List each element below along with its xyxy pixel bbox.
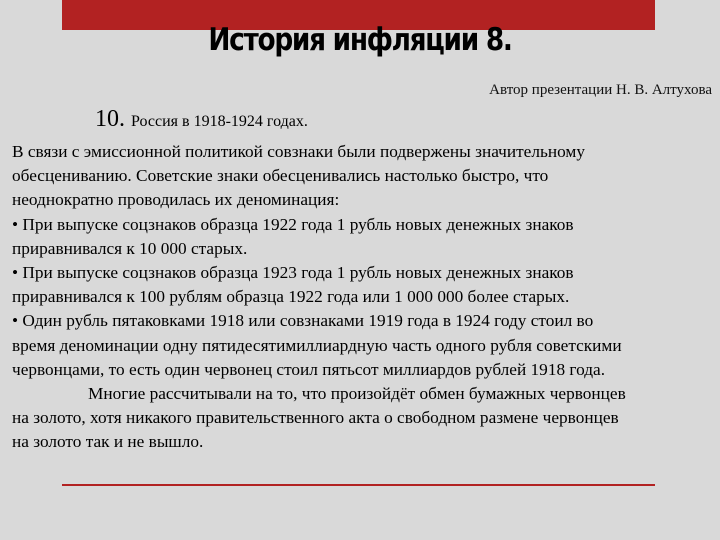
bullet-line: • При выпуске соцзнаков образца 1923 года 1 рубль новых денежных знаков	[12, 262, 574, 282]
body-line: обесцениванию. Советские знаки обесценивались настолько быстро, что	[12, 166, 549, 186]
bullet-line: • Один рубль пятаковками 1918 или совзнаками 1919 года в 1924 году стоил во	[12, 311, 594, 331]
body-line: червонцами, то есть один червонец стоил пятьсот миллиардов рублей 1918 года.	[12, 359, 606, 379]
body-line: В связи с эмиссионной политикой совзнаки были подвержены значительному	[12, 142, 585, 161]
bullet-line: • При выпуске соцзнаков образца 1922 года 1 рубль новых денежных знаков	[12, 214, 574, 234]
body-line: приравнивался к 100 рублям образца 1922 года или 1 000 000 более старых.	[12, 287, 570, 307]
page-title: История инфляции 8.	[208, 22, 512, 58]
section-title: Россия в 1918-1924 годах.	[131, 113, 308, 130]
body-text	[12, 140, 720, 454]
author-credit: Автор презентации Н. В. Алтухова	[489, 82, 712, 98]
body-line: на золото так и не вышло.	[12, 432, 204, 452]
section-heading	[95, 106, 308, 133]
paragraph-line: Многие рассчитывали на то, что произойдёт обмен бумажных червонцев	[88, 383, 626, 403]
body-line: неоднократно проводилась их деноминация:	[12, 190, 340, 210]
body-line: приравнивался к 10 000 старых.	[12, 238, 248, 258]
body-line: время деноминации одну пятидесятимиллиардную часть одного рубля советскими	[12, 335, 622, 355]
bottom-divider	[62, 484, 655, 486]
body-line: на золото, хотя никакого правительственного акта о свободном размене червонцев	[12, 408, 619, 428]
section-number: 10.	[95, 106, 125, 132]
